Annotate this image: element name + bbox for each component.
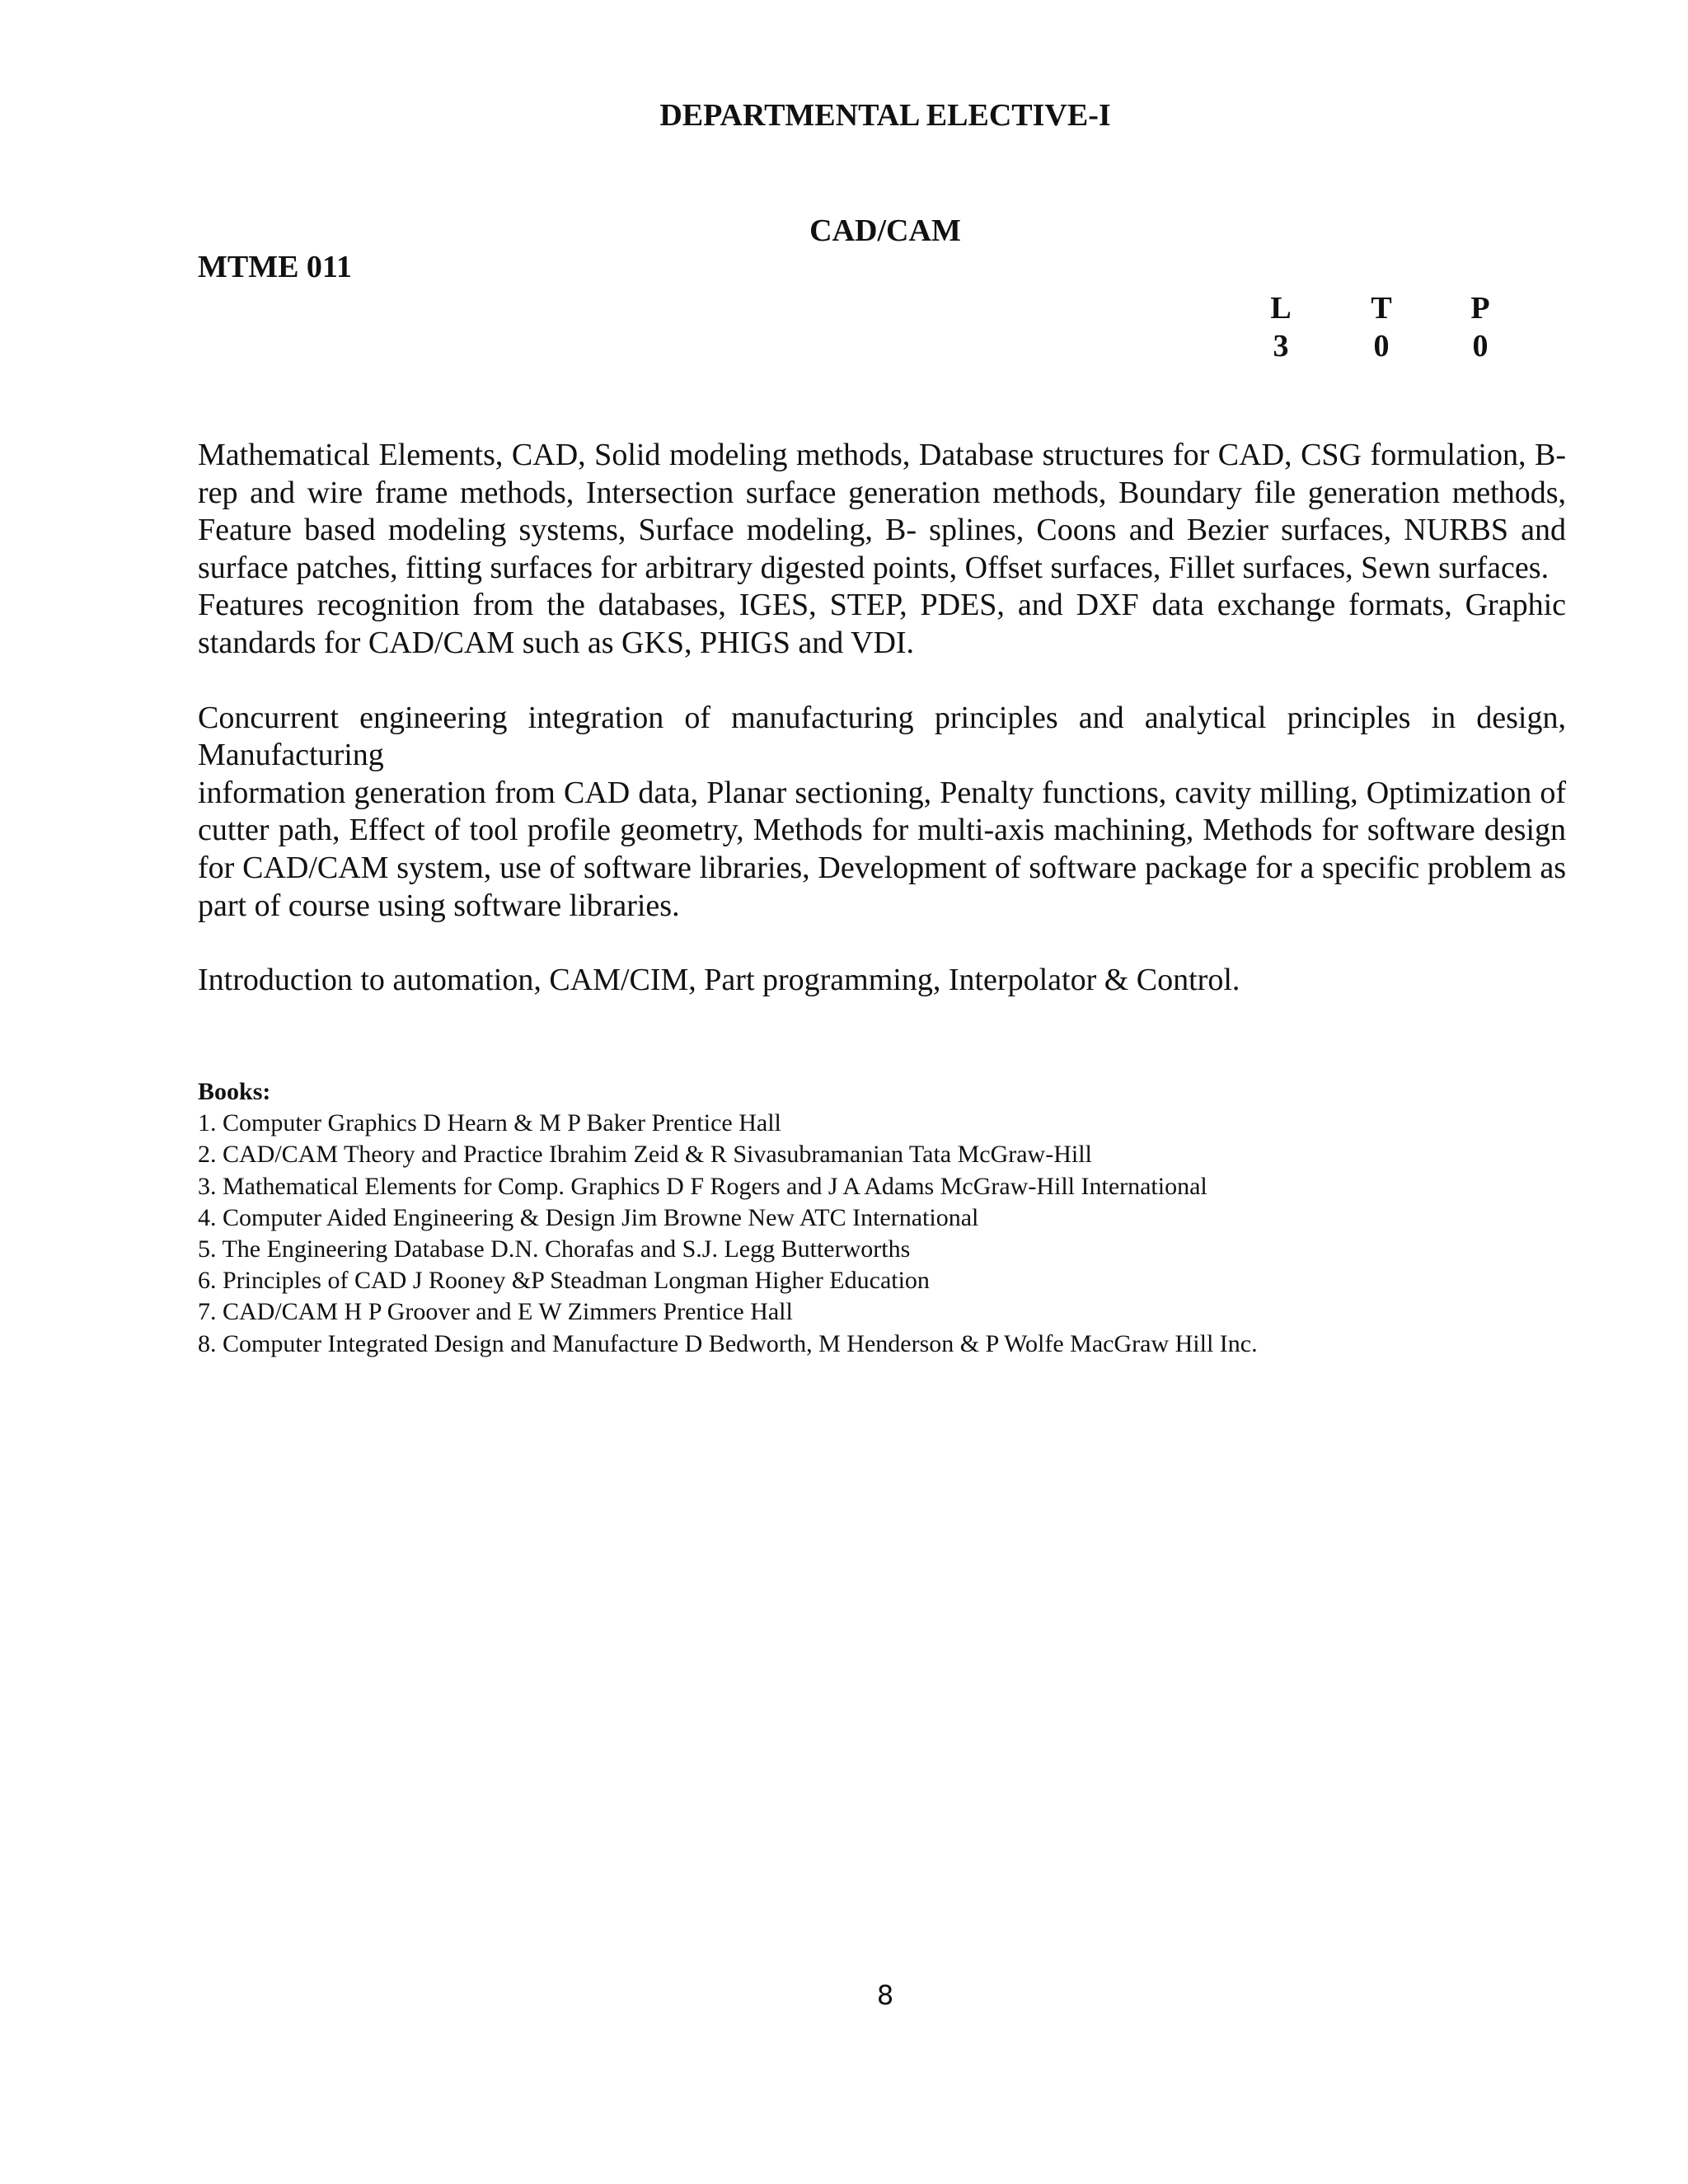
book-item: 6. Principles of CAD J Rooney &P Steadman Longman Higher Education: [198, 1267, 930, 1295]
book-item: 5. The Engineering Database D.N. Chorafas and S.J. Legg Butterworths: [198, 1235, 911, 1263]
book-item: 3. Mathematical Elements for Comp. Graphics D F Rogers and J A Adams McGraw-Hill International: [198, 1172, 1207, 1200]
syllabus-paragraph: information generation from CAD data, Planar sectioning, Penalty functions, cavity milling, Optimization of cutter path, Effect of tool profile geometry, Methods for multi-axis machining, Methods for software design for CAD/CAM system, use of software libraries, Development of software package for a specific problem as part of course using software libraries.: [198, 775, 1566, 923]
books-list: [198, 1108, 1566, 1360]
book-item: 2. CAD/CAM Theory and Practice Ibrahim Zeid & R Sivasubramanian Tata McGraw-Hill: [198, 1141, 1092, 1169]
book-item: 1. Computer Graphics D Hearn & M P Baker Prentice Hall: [198, 1109, 781, 1137]
ltp-value-p: 0: [1472, 329, 1489, 363]
ltp-label-l: L: [1270, 291, 1292, 326]
book-item: 4. Computer Aided Engineering & Design Jim Browne New ATC International: [198, 1203, 979, 1231]
syllabus-paragraph: Mathematical Elements, CAD, Solid modeling methods, Database structures for CAD, CSG formulation, B-rep and wire frame methods, Intersection surface generation methods, Boundary file generation methods, Feature based modeling systems, Surface modeling, B- splines, Coons and Bezier surfaces, NURBS and surface patches, fitting surfaces for arbitrary digested points, Offset surfaces, Fillet surfaces, Sewn surfaces.: [198, 438, 1566, 585]
book-item: 8. Computer Integrated Design and Manufacture D Bedworth, M Henderson & P Wolfe MacGraw Hill Inc.: [198, 1329, 1258, 1357]
page-number: 8: [876, 1980, 894, 2011]
department-title: DEPARTMENTAL ELECTIVE-I: [659, 98, 1111, 133]
syllabus-paragraph: Features recognition from the databases, IGES, STEP, PDES, and DXF data exchange formats, Graphic standards for CAD/CAM such as GKS, PHIGS and VDI.: [198, 588, 1566, 660]
syllabus-content: [198, 437, 1566, 1000]
books-heading: Books:: [198, 1078, 271, 1105]
course-title: CAD/CAM: [809, 213, 961, 248]
ltp-value-l: 3: [1273, 329, 1289, 363]
course-code: MTME 011: [198, 250, 352, 284]
syllabus-paragraph: Introduction to automation, CAM/CIM, Part programming, Interpolator & Control.: [198, 963, 1240, 998]
books-section: [198, 1076, 1566, 1360]
book-item: 7. CAD/CAM H P Groover and E W Zimmers Prentice Hall: [198, 1298, 793, 1326]
ltp-label-p: P: [1470, 291, 1490, 326]
ltp-label-t: T: [1371, 291, 1392, 326]
syllabus-paragraph: Concurrent engineering integration of manufacturing principles and analytical principles in design, Manufacturing: [198, 700, 1566, 773]
ltp-value-t: 0: [1373, 329, 1390, 363]
